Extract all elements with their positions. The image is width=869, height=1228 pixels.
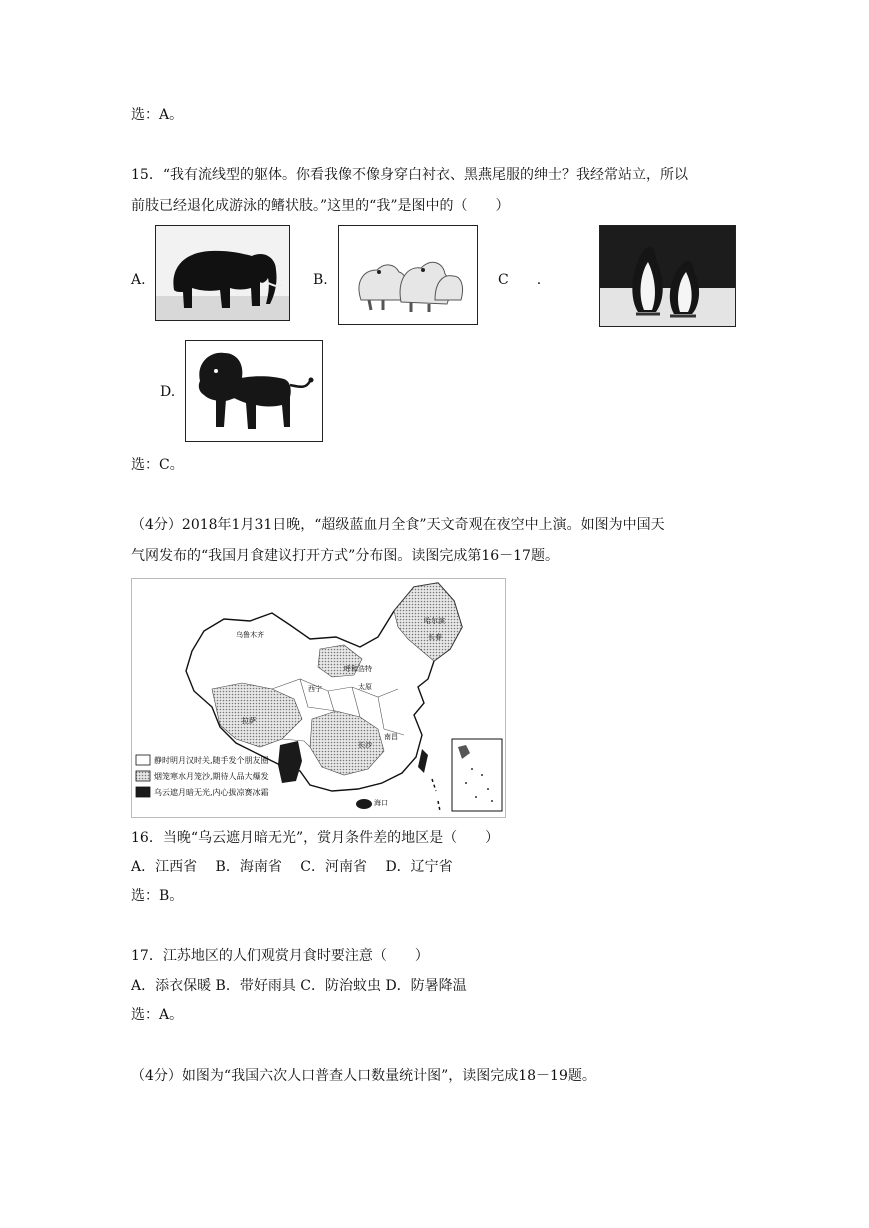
- intro1-line1: （4分）2018年1月31日晚，“超级蓝血月全食”天文奇观在夜空中上演。如图为中国天: [131, 517, 665, 533]
- legend-light: 静时明月汉时关,随手发个朋友圈: [154, 756, 269, 765]
- city-label: 太原: [358, 683, 372, 691]
- elephant-icon: [155, 225, 290, 321]
- city-label: 南昌: [384, 733, 398, 741]
- q15-option-a-label: A.: [131, 272, 146, 288]
- q17-answer: 选：A。: [131, 1007, 184, 1023]
- q16-answer: 选：B。: [131, 888, 184, 904]
- q16-question: 16．当晚“乌云遮月暗无光”，赏月条件差的地区是（ ）: [131, 830, 500, 846]
- city-label: 海口: [374, 799, 388, 807]
- q16-options: A．江西省 B．海南省 C．河南省 D．辽宁省: [131, 859, 453, 875]
- city-label: 长春: [428, 633, 442, 641]
- legend-dotted: 烟笼寒水月笼沙,期待人品大爆发: [154, 772, 269, 781]
- city-label: 呼和浩特: [344, 665, 372, 673]
- polar-bear-icon: [338, 225, 478, 325]
- penguin-icon: [599, 225, 736, 327]
- china-eclipse-map: [131, 578, 506, 818]
- city-label: 西宁: [308, 685, 322, 693]
- prev-answer: 选：A。: [131, 107, 184, 123]
- q17-options: A．添衣保暖 B．带好雨具 C．防治蚊虫 D．防暑降温: [131, 978, 467, 994]
- q15-option-d-label: D.: [160, 384, 176, 400]
- city-label: 乌鲁木齐: [236, 631, 264, 639]
- lion-icon: [185, 340, 323, 442]
- q17-question: 17．江苏地区的人们观赏月食时要注意（ ）: [131, 948, 429, 964]
- city-label: 哈尔滨: [424, 617, 445, 625]
- city-label: 拉萨: [242, 717, 256, 725]
- q15-stem-line2: 前肢已经退化成游泳的鳍状肢。”这里的“我”是图中的（ ）: [131, 198, 510, 214]
- q15-option-c-label: C .: [498, 272, 542, 288]
- q15-option-b-label: B.: [313, 272, 328, 288]
- intro2-line1: （4分）如图为“我国六次人口普查人口数量统计图”，读图完成18－19题。: [131, 1068, 596, 1084]
- legend-dark: 乌云遮月暗无光,内心拔凉赛冰霜: [154, 788, 269, 797]
- q15-answer: 选：C。: [131, 457, 184, 473]
- city-label: 长沙: [358, 741, 372, 749]
- intro1-line2: 气网发布的“我国月食建议打开方式”分布图。读图完成第16－17题。: [131, 548, 559, 564]
- q15-stem-line1: 15．“我有流线型的躯体。你看我像不像身穿白衬衣、黑燕尾服的绅士？我经常站立，所以: [131, 167, 688, 183]
